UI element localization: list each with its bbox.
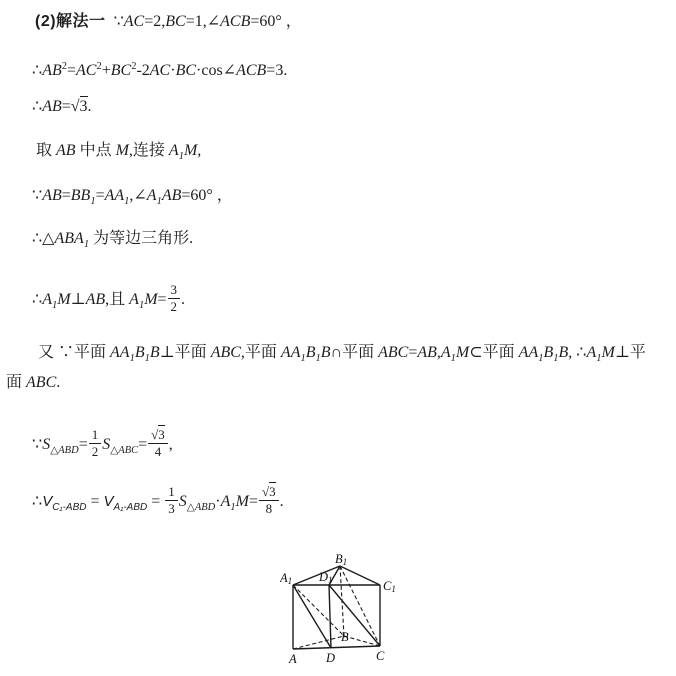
fraction-numerator: 1 [165, 485, 178, 501]
math-text: =3. [266, 62, 288, 79]
math-variable: AB [161, 187, 182, 204]
math-text: ,且 [105, 290, 130, 308]
edge-D-D1 [329, 585, 331, 648]
math-variable: B [305, 344, 316, 361]
math-text: = [147, 492, 165, 510]
method-heading: (2)解法一 [35, 13, 106, 30]
math-text: ⊥ [70, 290, 86, 308]
solution-line-4 [36, 140, 201, 167]
math-subscript: 1 [124, 196, 130, 207]
math-text: ·cos∠ [196, 62, 237, 79]
math-subscript: 1 [553, 353, 559, 364]
prism-svg [280, 551, 402, 675]
math-variable: AB [85, 290, 106, 308]
fraction-numerator: √3 [148, 428, 168, 444]
square-root: √3 [70, 98, 88, 115]
math-subscript: △ABD [50, 444, 79, 456]
math-text: ∴△ [32, 230, 55, 247]
solution-line-5 [32, 185, 233, 212]
radicand: 3 [269, 484, 276, 499]
math-text: , ∴ [568, 344, 587, 361]
math-text: ∴ [32, 492, 43, 510]
fraction-denominator: 2 [170, 298, 178, 314]
math-variable: M [183, 142, 198, 159]
math-subscript: 1 [129, 353, 135, 364]
vertex-label-C: C [376, 649, 385, 663]
math-variable: AC [149, 62, 171, 79]
math-variable: M [57, 290, 71, 308]
solution-line-8b [6, 372, 60, 393]
math-variable: A [586, 344, 597, 361]
math-variable: B [543, 344, 554, 361]
fraction-denominator: 2 [91, 443, 99, 459]
math-text: =60° ， [250, 13, 302, 30]
math-text: ∩平面 [330, 344, 379, 361]
math-text: 面 [6, 374, 27, 391]
math-text: · [215, 492, 221, 510]
math-variable: ABC [210, 344, 241, 361]
radicand: 3 [158, 427, 165, 442]
fraction-numerator: 1 [89, 428, 102, 444]
solution-line-8a [38, 342, 646, 369]
fraction [259, 485, 279, 515]
math-text: ∵ [32, 435, 43, 453]
prism-figure [280, 551, 402, 675]
vertex-label-B: B [341, 630, 349, 644]
math-text: ⊂平面 [469, 344, 519, 361]
math-text: 为等边三角形. [89, 230, 194, 247]
math-text: =2, [144, 13, 166, 30]
fraction [168, 283, 181, 313]
math-text: ∴ [32, 290, 43, 308]
math-subscript: 1 [138, 299, 145, 311]
edge-A-C [293, 646, 380, 649]
math-text: =1,∠ [185, 13, 221, 30]
edge-D1-C [329, 585, 380, 646]
math-text: ⊥平 [614, 344, 646, 361]
math-variable: S [178, 492, 187, 510]
solution-line-3 [32, 96, 92, 117]
math-text: = [408, 344, 418, 361]
math-text: = [248, 492, 258, 510]
radicand: 3 [79, 98, 88, 115]
math-text: ∴ [32, 98, 43, 115]
math-variable: AB [42, 187, 62, 204]
math-subscript: 1 [230, 501, 236, 513]
math-variable: A [129, 290, 139, 308]
math-variable: V [42, 492, 53, 510]
math-text: ,∠ [129, 187, 147, 204]
vertex-label-D1: D1 [319, 570, 333, 585]
math-variable: S [42, 435, 51, 453]
fraction [89, 428, 102, 458]
edge-B1-C1 [340, 566, 380, 585]
vertex-label-C1: C1 [383, 579, 396, 594]
math-text: = [78, 435, 88, 453]
math-variable: ACB [220, 13, 251, 30]
math-superscript: 2 [96, 61, 102, 72]
math-text: -2 [136, 62, 150, 79]
math-subscript: 1 [144, 353, 150, 364]
math-variable: AA [518, 344, 539, 361]
fraction-denominator: 3 [168, 500, 175, 516]
math-subscript: 1 [178, 151, 184, 162]
math-text: 中点 [75, 142, 116, 159]
fraction-numerator: √3 [259, 485, 279, 501]
math-subscript: 1 [83, 239, 90, 250]
vertex-label-A: A [289, 652, 297, 666]
math-subscript: 1 [300, 353, 306, 364]
math-text: =60° ， [181, 187, 233, 204]
math-text: = [138, 435, 148, 453]
math-variable: B [149, 344, 160, 361]
vertex-label-D: D [326, 651, 336, 665]
fraction-denominator: 8 [265, 500, 273, 516]
math-variable: V [103, 492, 114, 510]
math-subscript: 1 [51, 299, 58, 311]
math-subscript: 1 [538, 353, 544, 364]
vertex-label-B1: B1 [335, 552, 348, 567]
math-variable: M [235, 492, 249, 510]
math-text: ∵ [105, 13, 124, 30]
math-variable: A [42, 290, 52, 308]
math-text: = [61, 187, 71, 204]
math-text: = [61, 98, 71, 115]
math-variable: S [102, 435, 111, 453]
solution-line-6 [32, 228, 193, 255]
math-variable: AA [110, 344, 130, 361]
edge-B-B1 [340, 566, 344, 636]
solution-line-1 [35, 11, 302, 32]
math-superscript: 2 [61, 61, 67, 72]
math-variable: ABA [54, 230, 84, 247]
math-text: ,平面 [240, 344, 281, 361]
math-variable: AA [280, 344, 301, 361]
edge-B-C [344, 636, 380, 646]
math-variable: A [146, 187, 157, 204]
fraction-numerator: 3 [168, 283, 181, 299]
math-subscript: 1 [156, 196, 162, 207]
math-variable: AB [42, 98, 62, 115]
math-text: 取 [36, 142, 57, 159]
math-text: = [86, 492, 104, 510]
fraction [165, 485, 178, 515]
math-text: , [436, 344, 441, 361]
solution-line-10 [32, 484, 284, 518]
math-variable: B [320, 344, 331, 361]
math-subscript: △ABD [186, 501, 216, 513]
math-subscript: C₁-ABD [52, 501, 87, 513]
math-text: , [168, 435, 173, 453]
math-text: . [181, 290, 186, 308]
math-variable: BB [70, 187, 91, 204]
math-text: + [101, 62, 111, 79]
math-variable: AA [104, 187, 125, 204]
math-variable: BC [175, 62, 197, 79]
math-variable: AB [42, 62, 62, 79]
math-variable: M [115, 142, 129, 159]
math-subscript: 1 [90, 196, 96, 207]
math-variable: A [220, 492, 231, 510]
math-variable: B [558, 344, 569, 361]
fraction-denominator: 4 [154, 443, 162, 459]
solution-line-9 [32, 427, 173, 461]
math-variable: BC [165, 13, 186, 30]
math-variable: A [168, 142, 179, 159]
math-text: , [197, 142, 202, 159]
vertex-label-A1: A1 [280, 571, 293, 586]
math-variable: B [134, 344, 145, 361]
math-variable: M [144, 290, 158, 308]
math-text: 又 ∵平面 [38, 344, 111, 361]
math-text: ⊥平面 [159, 344, 211, 361]
math-variable: AB [56, 142, 76, 159]
math-text: ∴ [32, 62, 43, 79]
math-subscript: 1 [450, 353, 456, 364]
edge-A1-B1 [293, 566, 340, 585]
math-subscript: △ABC [110, 444, 139, 456]
math-variable: ABC [378, 344, 409, 361]
math-text: · [170, 62, 176, 79]
math-variable: ABC [26, 374, 57, 391]
math-text: ,连接 [128, 142, 169, 159]
math-superscript: 2 [131, 61, 137, 72]
math-subscript: A₁-ABD [113, 501, 148, 513]
math-text: . [279, 492, 284, 510]
edge-A1-D [293, 585, 331, 648]
solution-line-2 [32, 56, 287, 81]
math-text: = [66, 62, 77, 79]
math-subscript: 1 [315, 353, 321, 364]
math-text: ∵ [32, 187, 43, 204]
math-text: = [157, 290, 167, 308]
math-variable: A [440, 344, 451, 361]
math-variable: BC [110, 62, 132, 79]
fraction [148, 428, 168, 458]
math-subscript: 1 [596, 353, 602, 364]
math-variable: M [601, 344, 615, 361]
math-variable: AB [417, 344, 437, 361]
math-text: = [95, 187, 105, 204]
math-variable: M [455, 344, 470, 361]
math-text: . [87, 98, 92, 115]
math-variable: ACB [236, 62, 267, 79]
math-variable: AC [123, 13, 145, 30]
math-text: . [56, 374, 61, 391]
solution-line-7 [32, 282, 186, 316]
math-variable: AC [76, 62, 97, 79]
